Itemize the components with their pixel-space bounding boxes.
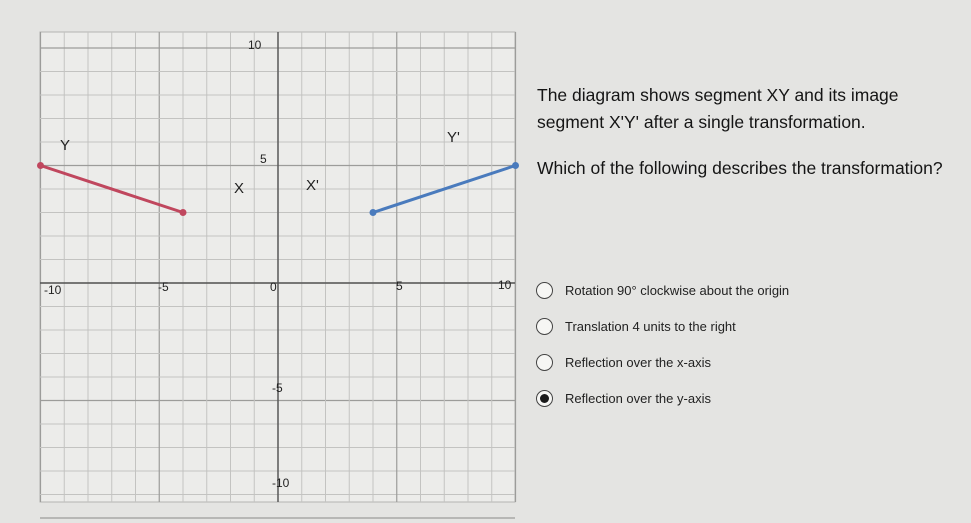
option-reflection-x[interactable] <box>530 344 789 380</box>
label-Yprime: Y' <box>447 129 460 146</box>
segment-xy-point-X <box>180 209 187 216</box>
option-label: Reflection over the x-axis <box>565 354 711 370</box>
label-X: X <box>234 180 245 197</box>
answer-options <box>530 272 789 416</box>
segment-xpyp-point-Xp <box>370 209 377 216</box>
option-rotation[interactable] <box>530 272 789 308</box>
label-Xprime: X' <box>306 177 319 194</box>
question-line-1: The diagram shows segment XY and its image segment X'Y' after a single transformation. <box>537 85 899 132</box>
option-label: Rotation 90° clockwise about the origin <box>565 282 790 298</box>
option-reflection-y[interactable] <box>530 380 789 416</box>
y-tick-neg5: -5 <box>272 381 283 395</box>
y-tick-neg10: -10 <box>272 476 290 490</box>
x-tick-5: 5 <box>396 279 403 293</box>
radio-button[interactable] <box>536 354 553 371</box>
option-label: Translation 4 units to the right <box>565 318 736 334</box>
y-tick-5: 5 <box>260 152 267 166</box>
x-tick-neg5: -5 <box>158 280 169 294</box>
origin-label: 0 <box>270 280 277 294</box>
x-tick-10: 10 <box>498 278 512 292</box>
option-label: Reflection over the y-axis <box>565 390 711 406</box>
option-translation[interactable] <box>530 308 789 344</box>
radio-button[interactable] <box>536 390 553 407</box>
radio-button[interactable] <box>536 318 553 335</box>
radio-selected-dot <box>540 394 549 403</box>
x-tick-neg10: -10 <box>44 283 62 297</box>
y-tick-10: 10 <box>248 38 262 52</box>
question-text <box>537 82 957 201</box>
segment-xpyp-point-Yp <box>512 162 519 169</box>
question-line-2: Which of the following describes the transformation? <box>537 158 943 178</box>
segment-xy-point-Y <box>37 162 44 169</box>
label-Y: Y <box>60 137 71 154</box>
radio-button[interactable] <box>536 282 553 299</box>
